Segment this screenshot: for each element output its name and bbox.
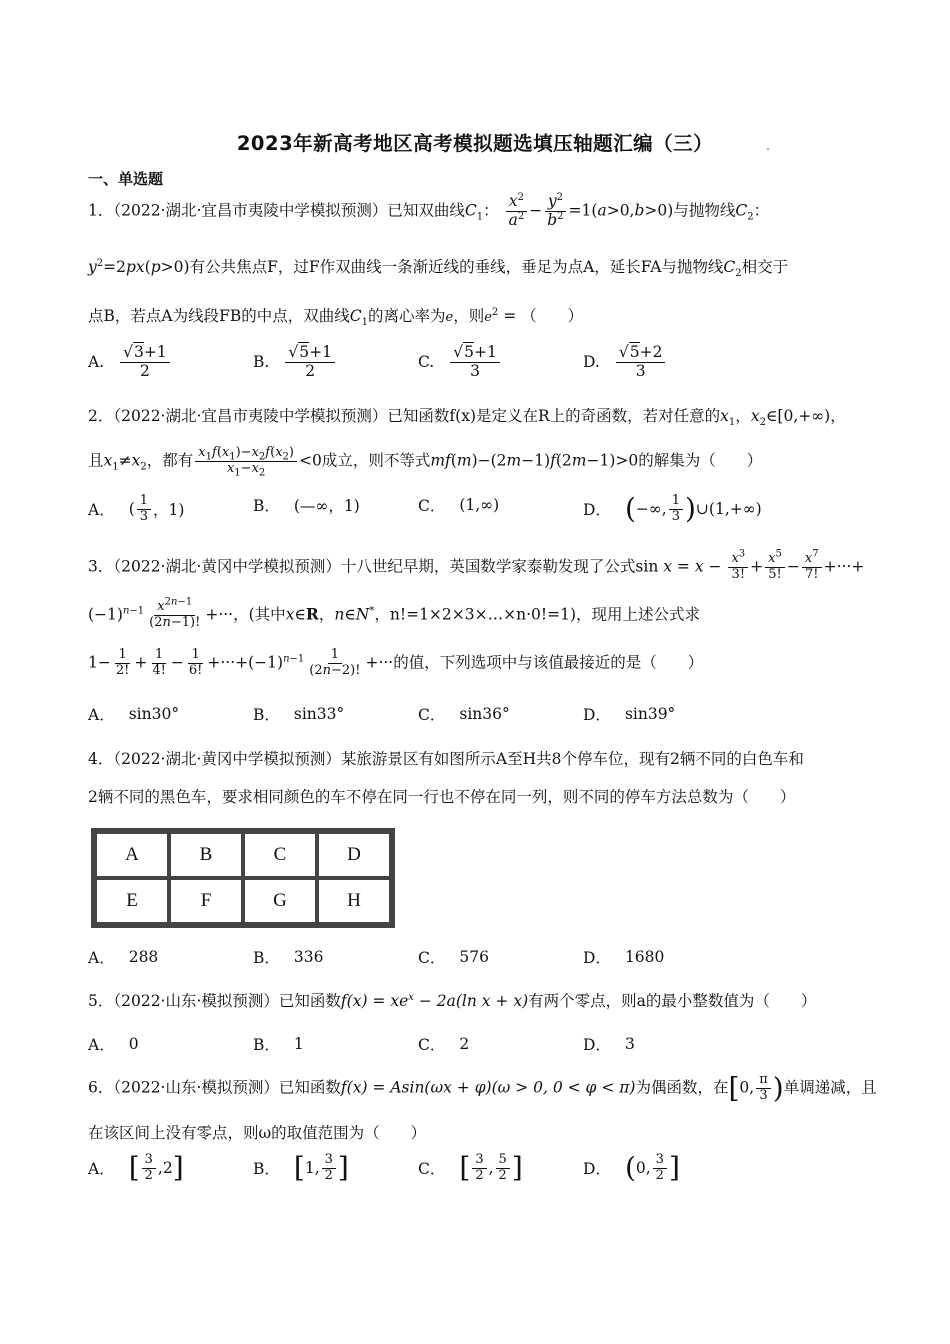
q5-text: 5．（2022·山东·模拟预测）已知函数 <box>88 992 341 1010</box>
q4-option-d[interactable]: D． 1680 <box>583 948 665 967</box>
q6-text: 6．（2022·山东·模拟预测）已知函数 <box>88 1078 341 1097</box>
q6-option-key: A． <box>88 1160 115 1179</box>
parking-spot-a: A <box>95 832 169 878</box>
q6-text-3: 单调递减，且 <box>783 1078 877 1097</box>
q5-option-a[interactable]: A． 0 <box>88 1035 139 1054</box>
q2-option-a[interactable]: A． ( $\frac{1}{3}$ ，1) <box>88 493 185 524</box>
q6-option-key: B． <box>253 1160 280 1179</box>
q6-option-value: [ 1, $\frac{3}{2}$ ] <box>293 1151 349 1185</box>
parking-grid <box>91 828 395 928</box>
q1-option-a[interactable]: A. $\frac{√3+1}{2}$ <box>88 344 172 381</box>
q1-option-b[interactable]: B. $\frac{√5+1}{2}$ <box>253 344 337 381</box>
stray-mark <box>767 148 769 150</box>
q4-option-c[interactable]: C． 576 <box>418 948 489 967</box>
q1-text-3b: 的离心率为 <box>367 307 446 325</box>
q3-option-b[interactable]: B． sin33° <box>253 705 345 724</box>
q2-text-2a: 且 <box>88 451 104 470</box>
q6-formula: f(x) = Asin(ωx + φ)(ω > 0, 0 < φ < π) <box>340 1078 636 1097</box>
q1-text-2: 有公共焦点F，过F作双曲线一条渐近线的垂线，垂足为点A，延长FA与抛物线 <box>189 258 724 276</box>
q5-options <box>88 1033 868 1077</box>
q3-line-1: 3．（2022·湖北·黄冈中学模拟预测）十八世纪早期，英国数学家泰勒发现了公式sin x = x − $\frac{x^3}{3!}$ + $\frac{x^5}{5!}$ − $\frac{x^7}{7!}$ +···+ <box>88 548 865 582</box>
q6-option-c[interactable] <box>418 1153 523 1184</box>
q1-line-1: 1．（2022·湖北·宜昌市夷陵中学模拟预测）已知双曲线$C_1$： $\frac{x^2}{a^2}$ − $\frac{y^2}{b^2}$ =1(a>0,b>0)与抛物线$C_2$： <box>88 191 770 229</box>
q1-paren: （ ） <box>521 307 584 325</box>
q3-text-2: ，(其中 <box>233 605 286 624</box>
q1-text-3: 点B，若点A为线段FB的中点，双曲线 <box>88 307 350 325</box>
q6-option-d[interactable] <box>583 1153 680 1184</box>
q2-option-c[interactable]: C． (1,∞) <box>418 496 500 515</box>
q4-line-1: 4．（2022·湖北·黄冈中学模拟预测）某旅游景区有如图所示A至H共8个停车位，现有2辆不同的白色车和 <box>88 750 804 768</box>
q2-text-2b: ，都有 <box>146 451 194 470</box>
q6-option-value: [ $\frac{3}{2}$ , $\frac{5}{2}$ ] <box>459 1151 523 1185</box>
q6-line-1: 6．（2022·山东·模拟预测）已知函数f(x) = Asin(ωx + φ)(ω > 0, 0 < φ < π)为偶函数，在[0, $\frac{\pi}{3}$ )单调递减，且 <box>88 1071 877 1105</box>
q5-option-c[interactable]: C． 2 <box>418 1035 470 1054</box>
page-title: 2023年新高考地区高考模拟题选填压轴题汇编（三） <box>236 132 714 155</box>
q2-text-2c: 成立，则不等式 <box>321 451 431 470</box>
q4-options <box>88 946 868 990</box>
q1-line-3: 点B，若点A为线段FB的中点，双曲线$C_1$的离心率为e，则$e^2$ = （ ） <box>88 306 584 329</box>
q6-options <box>88 1153 868 1197</box>
q3-options <box>88 703 868 747</box>
parking-spot-g: G <box>243 878 317 924</box>
q3-option-a[interactable]: A． sin30° <box>88 705 180 724</box>
q5-formula-a: f(x) = xe <box>340 992 409 1010</box>
q4-option-a[interactable]: A． 288 <box>88 948 159 967</box>
q3-line-3: 1− $\frac{1}{2!}$ + $\frac{1}{4!}$ − $\frac{1}{6!}$ $+\cdot\cdot\cdot+(-1)^{n-1}$ $\frac{1}{(2n-2)!}$ +···的值，下列选项中与该值最接近的是（ ） <box>88 647 704 678</box>
q6-option-b[interactable] <box>253 1153 349 1184</box>
q5-option-b[interactable]: B． 1 <box>253 1035 304 1054</box>
q2-option-b[interactable]: B． (—∞，1) <box>253 497 360 515</box>
q3-text-2b: n!=1×2×3×…×n·0!=1)，现用上述公式求 <box>389 605 701 624</box>
q3-line-2: $(-1)^{n-1}$ $\frac{x^{2n-1}}{(2n-1)!}$ +···，(其中x∈R，n∈N*，n!=1×2×3×…×n·0!=1)，现用上述公式求 <box>88 596 701 630</box>
q1-option-c[interactable]: C. $\frac{√5+1}{3}$ <box>418 344 502 381</box>
q4-option-b[interactable]: B． 336 <box>253 948 324 967</box>
q6-option-value: [ $\frac{3}{2}$ ,2 ] <box>128 1151 184 1185</box>
q3-option-d[interactable]: D． sin39° <box>583 705 676 724</box>
q3-text: 3．（2022·湖北·黄冈中学模拟预测）十八世纪早期，英国数学家泰勒发现了公式 <box>88 557 636 576</box>
q2-options <box>88 494 868 538</box>
q1-text: 1．（2022·湖北·宜昌市夷陵中学模拟预测）已知双曲线 <box>88 201 465 220</box>
q3-text-3: 的值，下列选项中与该值最接近的是（ ） <box>393 653 704 672</box>
q6-option-key: C． <box>418 1160 446 1179</box>
q6-text-2: 为偶函数，在 <box>635 1078 729 1097</box>
q1-text-2b: 相交于 <box>741 258 789 276</box>
parking-spot-h: H <box>317 878 391 924</box>
q2-text-2d: 的解集为（ ） <box>638 451 763 470</box>
q6-option-value: ( 0, $\frac{3}{2}$ ] <box>624 1151 680 1185</box>
q1-text-3c: ，则 <box>453 307 485 325</box>
q5-line-1: 5．（2022·山东·模拟预测）已知函数$f(x) = xe^x - 2a(\ln$ x + x)有两个零点，则a的最小整数值为（ ） <box>88 991 817 1010</box>
q6-option-key: D． <box>583 1160 611 1179</box>
q5-text-2: 有两个零点，则a的最小整数值为（ ） <box>528 992 817 1010</box>
parking-spot-b: B <box>169 832 243 878</box>
q1-option-d[interactable]: D. $\frac{√5+2}{3}$ <box>583 344 667 381</box>
q5-option-d[interactable]: D． 3 <box>583 1035 635 1054</box>
parking-spot-d: D <box>317 832 391 878</box>
parking-spot-c: C <box>243 832 317 878</box>
section-heading: 一、单选题 <box>88 170 164 188</box>
q6-option-a[interactable] <box>88 1153 184 1184</box>
q1-line-2: $y^2=2px(p>0)$有公共焦点F，过F作双曲线一条渐近线的垂线，垂足为点A，延长FA与抛物线$C_2$相交于 <box>88 257 789 280</box>
q1-text-mid: 与抛物线 <box>673 201 736 220</box>
q2-line-2: 且$x_1\ne x_2$，都有 $\frac{x_1f(x_1)-x_2f(x_2)}{x_1-x_2}$ <0成立，则不等式mf(m)−(2m−1)f(2m−1)>0的解集为（ ） <box>88 445 763 479</box>
q2-text: 2．（2022·湖北·宜昌市夷陵中学模拟预测）已知函数f(x)是定义在R上的奇函数，若对任意的 <box>88 407 721 425</box>
q6-line-2: 在该区间上没有零点，则ω的取值范围为（ ） <box>88 1124 427 1142</box>
parking-spot-f: F <box>169 878 243 924</box>
q1-options <box>88 344 868 388</box>
parking-spot-e: E <box>95 878 169 924</box>
q4-line-2: 2辆不同的黑色车，要求相同颜色的车不停在同一行也不停在同一列，则不同的停车方法总数为（ ） <box>88 788 796 806</box>
q2-line-1: 2．（2022·湖北·宜昌市夷陵中学模拟预测）已知函数f(x)是定义在R上的奇函数，若对任意的$x_1$，$x_2\in[0,+\infty)$， <box>88 407 846 429</box>
q2-option-d[interactable]: D． ( −∞, $\frac{1}{3}$ ) ∪(1,+∞) <box>583 492 762 526</box>
q3-option-c[interactable]: C． sin36° <box>418 705 510 724</box>
q5-formula-b: − 2a(ln x + x) <box>413 992 529 1010</box>
